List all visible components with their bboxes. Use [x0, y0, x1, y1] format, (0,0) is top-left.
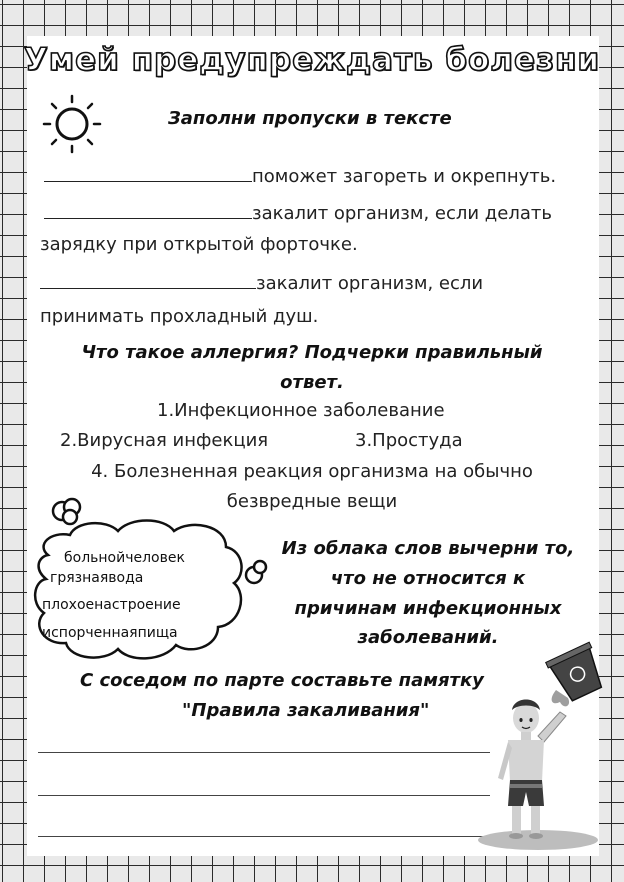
cloud-word-3[interactable]: плохоенастроение: [42, 597, 181, 613]
task3-line-1: Из облака слов вычерни то,: [281, 538, 575, 559]
writing-line-2[interactable]: [38, 795, 490, 796]
cloud-word-4[interactable]: испорченнаяпища: [42, 625, 178, 641]
fill-text-4: закалит организм, если: [256, 273, 484, 294]
blank-2[interactable]: [44, 200, 252, 219]
task3-line-4: заболеваний.: [357, 627, 499, 648]
blank-3[interactable]: [40, 270, 256, 289]
boy-with-bucket-illustration: [468, 640, 618, 855]
fill-line-2: [44, 200, 552, 224]
blank-1[interactable]: [44, 163, 252, 182]
answer-option-1[interactable]: 1.Инфекционное заболевание: [157, 400, 445, 421]
task4-line-1: С соседом по парте составьте памятку: [80, 670, 484, 691]
writing-line-3[interactable]: [38, 836, 490, 837]
writing-line-1[interactable]: [38, 752, 490, 753]
sun-icon: [40, 92, 104, 156]
task2-heading-1: Что такое аллергия? Подчерки правильный: [81, 342, 543, 363]
answer-option-4-line-1[interactable]: 4. Болезненная реакция организма на обычно: [91, 461, 533, 482]
fill-text-5: принимать прохладный душ.: [40, 306, 319, 327]
answer-option-4-line-2[interactable]: безвредные вещи: [226, 491, 398, 512]
answer-option-2[interactable]: 2.Вирусная инфекция: [60, 430, 269, 451]
fill-line-1: [44, 163, 556, 187]
cloud-word-1[interactable]: больнойчеловек: [64, 550, 185, 566]
task1-heading: Заполни пропуски в тексте: [168, 108, 452, 129]
task3-line-2: что не относится к: [330, 568, 526, 589]
fill-line-4: [40, 270, 483, 294]
fill-text-1: поможет загореть и окрепнуть.: [252, 166, 557, 187]
cloud-word-2[interactable]: грязнаявода: [50, 570, 144, 586]
task4-line-2: "Правила закаливания": [182, 700, 430, 721]
page-title: Умей предупреждать болезни: [23, 42, 601, 78]
fill-text-3: зарядку при открытой форточке.: [40, 234, 358, 255]
task2-heading-2: ответ.: [280, 372, 344, 393]
task3-line-3: причинам инфекционных: [294, 598, 562, 619]
answer-option-3[interactable]: 3.Простуда: [355, 430, 463, 451]
fill-text-2: закалит организм, если делать: [252, 203, 552, 224]
